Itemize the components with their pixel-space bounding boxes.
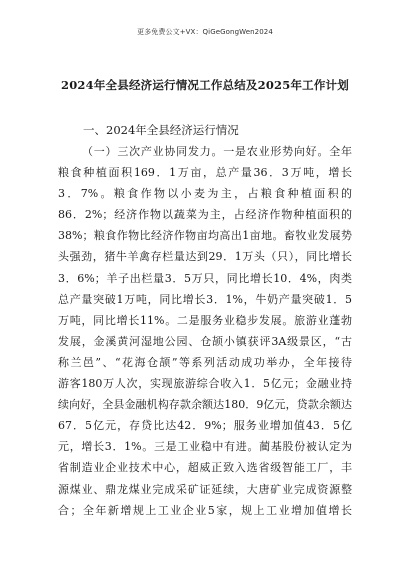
body-line: 86．2%；经济作物以蔬菜为主，占经济作物种植面积的 [58,208,352,222]
body-line: 万吨，同比增长11%。二是服务业稳步发展。旅游业蓬勃 [58,313,352,327]
body-line: 粮食种植面积169．1万亩，总产量36．3万吨，增长 [58,166,352,180]
body-line: 省制造业企业技术中心，超威正致入选省级智能工厂，丰 [58,461,352,475]
body-line: 续向好，全县金融机构存款余额达180．9亿元，贷款余额达 [58,398,352,412]
body-line: 称兰邑”、“花海仓颉”等系列活动成功举办，全年接待 [58,355,352,369]
body-line: 3．7%。粮食作物以小麦为主，占粮食种植面积的 [58,187,352,201]
body-text [58,141,352,521]
body-line: 头强劲，猪牛羊禽存栏量达到29．1万头（只），同比增长 [58,250,352,264]
section-heading: 一、2024年全县经济运行情况 [83,123,239,137]
body-line: 38%；粮食作物比经济作物亩均高出1亩地。畜牧业发展势 [58,229,352,243]
body-line: （一）三次产业协同发力。一是农业形势向好。全年 [82,145,352,158]
body-line: 元，增长3．1%。三是工业稳中有进。蔺基股份被认定为 [58,440,352,454]
body-line: 发展，金溪黄河湿地公园、仓颉小镇获评3A级景区，“古 [58,334,352,348]
body-line: 67．5亿元，存贷比达42．9%；服务业增加值43．5亿 [58,419,352,433]
header-note: 更多免费公文+VX：QiGeGongWen2024 [137,28,273,36]
body-line: 源煤业、鼎龙煤业完成采矿证延续，大唐矿业完成资源整 [58,482,352,496]
body-line: 3．6%；羊子出栏量3．5万只，同比增长10．4%，肉类 [58,271,352,285]
body-line: 总产量突破1万吨，同比增长3．1%，牛奶产量突破1．5 [58,292,352,306]
body-line: 游客180万人次，实现旅游综合收入1．5亿元；金融业持 [58,377,352,391]
body-line: 合；全年新增规上工业企业5家，规上工业增加值增长 [58,503,352,517]
document-title: 2024年全县经济运行情况工作总结及2025年工作计划 [61,78,349,92]
